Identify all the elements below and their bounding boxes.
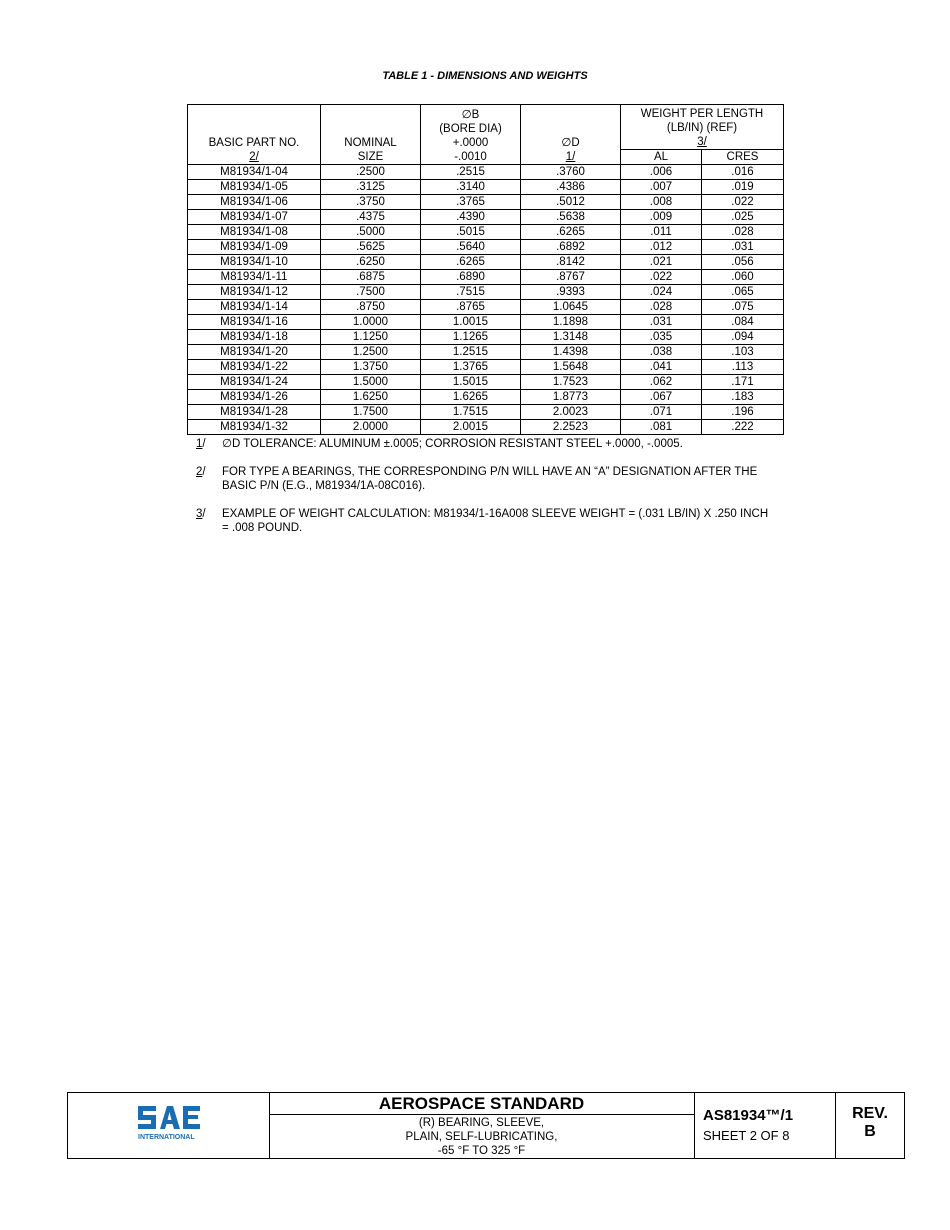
table-cell: 1.7500 <box>321 405 421 420</box>
table-row <box>188 210 784 225</box>
note-number: 1/ <box>196 438 206 450</box>
table-cell: .062 <box>621 375 702 390</box>
table-cell: M81934/1-18 <box>188 330 321 345</box>
table-cell: 1.2515 <box>421 345 521 360</box>
table-cell: .6875 <box>321 270 421 285</box>
table-row <box>188 270 784 285</box>
table-cell: .060 <box>702 270 784 285</box>
table-cell: .008 <box>621 195 702 210</box>
table-cell: 1.6250 <box>321 390 421 405</box>
table-cell: M81934/1-28 <box>188 405 321 420</box>
table-cell: .8142 <box>521 255 621 270</box>
table-cell: .113 <box>702 360 784 375</box>
table-cell: .065 <box>702 285 784 300</box>
table-cell: .6892 <box>521 240 621 255</box>
header-cres: CRES <box>702 150 784 165</box>
note-number: 3/ <box>196 508 206 520</box>
table-cell: M81934/1-04 <box>188 165 321 180</box>
table-cell: .183 <box>702 390 784 405</box>
table-cell: 1.7515 <box>421 405 521 420</box>
table-cell: 1.4398 <box>521 345 621 360</box>
table-cell: 1.1250 <box>321 330 421 345</box>
table-cell: .022 <box>621 270 702 285</box>
header-outer-dia: ∅D 1/ <box>521 105 621 165</box>
table-cell: M81934/1-22 <box>188 360 321 375</box>
table-cell: .012 <box>621 240 702 255</box>
table-cell: .028 <box>702 225 784 240</box>
table-cell: 1.8773 <box>521 390 621 405</box>
table-row <box>188 375 784 390</box>
note-text: EXAMPLE OF WEIGHT CALCULATION: M81934/1-16A008 SLEEVE WEIGHT = (.031 LB/IN) X .250 INCH = .008 POUND. <box>222 508 769 534</box>
table-cell: .3125 <box>321 180 421 195</box>
table-cell: .006 <box>621 165 702 180</box>
table-cell: .016 <box>702 165 784 180</box>
title-line-3: -65 °F TO 325 °F <box>437 1145 526 1157</box>
table-row <box>188 330 784 345</box>
table-row <box>188 300 784 315</box>
table-cell: .031 <box>702 240 784 255</box>
table-cell: .5638 <box>521 210 621 225</box>
table-cell: M81934/1-12 <box>188 285 321 300</box>
table-cell: .056 <box>702 255 784 270</box>
table-title: TABLE 1 - DIMENSIONS AND WEIGHTS <box>382 70 588 82</box>
table-row <box>188 255 784 270</box>
table-cell: .7500 <box>321 285 421 300</box>
table-cell: 1.3750 <box>321 360 421 375</box>
table-cell: .103 <box>702 345 784 360</box>
sae-logo-subtext: INTERNATIONAL <box>138 1134 195 1141</box>
table-row <box>188 180 784 195</box>
header-bore-dia: ∅B (BORE DIA) +.0000 -.0010 <box>421 105 521 165</box>
revision-label: REV. <box>852 1105 888 1122</box>
sheet-number: SHEET 2 OF 8 <box>703 1128 790 1143</box>
table-cell: M81934/1-05 <box>188 180 321 195</box>
title-block <box>67 1092 905 1159</box>
table-cell: M81934/1-24 <box>188 375 321 390</box>
table-cell: .024 <box>621 285 702 300</box>
table-cell: .3765 <box>421 195 521 210</box>
table-row <box>188 360 784 375</box>
header-part-no: BASIC PART NO. 2/ <box>188 105 321 165</box>
table-cell: .7515 <box>421 285 521 300</box>
table-cell: .8750 <box>321 300 421 315</box>
table-cell: M81934/1-20 <box>188 345 321 360</box>
table-cell: .3750 <box>321 195 421 210</box>
table-cell: .5015 <box>421 225 521 240</box>
table-cell: 1.6265 <box>421 390 521 405</box>
note-number: 2/ <box>196 466 206 478</box>
table-cell: M81934/1-32 <box>188 420 321 435</box>
table-cell: .222 <box>702 420 784 435</box>
table-cell: 1.7523 <box>521 375 621 390</box>
table-cell: .3760 <box>521 165 621 180</box>
sae-logo <box>68 1093 270 1158</box>
table-cell: .022 <box>702 195 784 210</box>
table-cell: .021 <box>621 255 702 270</box>
table-cell: .8767 <box>521 270 621 285</box>
table-cell: .031 <box>621 315 702 330</box>
table-cell: 2.0015 <box>421 420 521 435</box>
table-cell: .025 <box>702 210 784 225</box>
table-cell: .041 <box>621 360 702 375</box>
table-row <box>188 345 784 360</box>
header-al: AL <box>621 150 702 165</box>
title-line-2: PLAIN, SELF-LUBRICATING, <box>405 1131 558 1143</box>
document-number-cell <box>695 1093 836 1158</box>
title-center <box>269 1093 695 1158</box>
note-text: FOR TYPE A BEARINGS, THE CORRESPONDING P/N WILL HAVE AN “A” DESIGNATION AFTER THE BASIC P/N (E.G., M81934/1A-08C016). <box>222 466 758 492</box>
table-cell: 2.0000 <box>321 420 421 435</box>
table-cell: .028 <box>621 300 702 315</box>
table-cell: .067 <box>621 390 702 405</box>
table-cell: M81934/1-16 <box>188 315 321 330</box>
notes <box>196 437 776 549</box>
table-cell: .009 <box>621 210 702 225</box>
table-cell: 1.1265 <box>421 330 521 345</box>
table-cell: .4390 <box>421 210 521 225</box>
table-cell: 1.2500 <box>321 345 421 360</box>
revision-cell <box>836 1093 904 1158</box>
table-cell: .084 <box>702 315 784 330</box>
table-cell: .038 <box>621 345 702 360</box>
table-cell: 1.5648 <box>521 360 621 375</box>
table-cell: 1.0000 <box>321 315 421 330</box>
table-cell: .2515 <box>421 165 521 180</box>
table-cell: M81934/1-14 <box>188 300 321 315</box>
table-row <box>188 405 784 420</box>
table-cell: M81934/1-26 <box>188 390 321 405</box>
table-row <box>188 420 784 435</box>
title-line-1: (R) BEARING, SLEEVE, <box>418 1117 545 1129</box>
header-nominal-size: NOMINAL SIZE <box>321 105 421 165</box>
note-text: ∅D TOLERANCE: ALUMINUM ±.0005; CORROSION RESISTANT STEEL +.0000, -.0005. <box>222 438 683 450</box>
table-cell: M81934/1-08 <box>188 225 321 240</box>
table-cell: .6265 <box>521 225 621 240</box>
table-cell: 2.2523 <box>521 420 621 435</box>
table-row <box>188 165 784 180</box>
table-cell: 1.3148 <box>521 330 621 345</box>
table-cell: 1.5000 <box>321 375 421 390</box>
standard-title: AEROSPACE STANDARD <box>269 1093 694 1115</box>
table-cell: M81934/1-07 <box>188 210 321 225</box>
table-cell: .5012 <box>521 195 621 210</box>
table-cell: .4386 <box>521 180 621 195</box>
table-cell: .5000 <box>321 225 421 240</box>
table-cell: 1.3765 <box>421 360 521 375</box>
table-cell: .5625 <box>321 240 421 255</box>
table-cell: .6250 <box>321 255 421 270</box>
table-cell: .196 <box>702 405 784 420</box>
table-cell: .171 <box>702 375 784 390</box>
table-cell: .9393 <box>521 285 621 300</box>
table-cell: M81934/1-11 <box>188 270 321 285</box>
table-row <box>188 240 784 255</box>
note-item <box>196 507 776 535</box>
table-cell: .035 <box>621 330 702 345</box>
table-cell: .081 <box>621 420 702 435</box>
header-weight: WEIGHT PER LENGTH (LB/IN) (REF) 3/ <box>621 105 784 150</box>
table-cell: .007 <box>621 180 702 195</box>
note-item <box>196 437 776 451</box>
table-cell: .071 <box>621 405 702 420</box>
table-row <box>188 315 784 330</box>
table-cell: .8765 <box>421 300 521 315</box>
table-cell: 1.0645 <box>521 300 621 315</box>
table-cell: 2.0023 <box>521 405 621 420</box>
table-cell: .4375 <box>321 210 421 225</box>
table-cell: .011 <box>621 225 702 240</box>
table-cell: M81934/1-09 <box>188 240 321 255</box>
table-row <box>188 225 784 240</box>
table-cell: .2500 <box>321 165 421 180</box>
table-cell: .3140 <box>421 180 521 195</box>
table-cell: 1.5015 <box>421 375 521 390</box>
revision-value: B <box>864 1123 876 1140</box>
table-row <box>188 390 784 405</box>
document-id: AS81934™/1 <box>703 1107 794 1124</box>
table-cell: M81934/1-06 <box>188 195 321 210</box>
table-cell: 1.1898 <box>521 315 621 330</box>
dimensions-table <box>187 104 784 435</box>
table-row <box>188 195 784 210</box>
note-item <box>196 465 776 493</box>
table-cell: M81934/1-10 <box>188 255 321 270</box>
table-cell: .6265 <box>421 255 521 270</box>
table-row <box>188 285 784 300</box>
table-cell: .6890 <box>421 270 521 285</box>
table-cell: 1.0015 <box>421 315 521 330</box>
table-cell: .075 <box>702 300 784 315</box>
table-cell: .5640 <box>421 240 521 255</box>
table-cell: .094 <box>702 330 784 345</box>
table-cell: .019 <box>702 180 784 195</box>
